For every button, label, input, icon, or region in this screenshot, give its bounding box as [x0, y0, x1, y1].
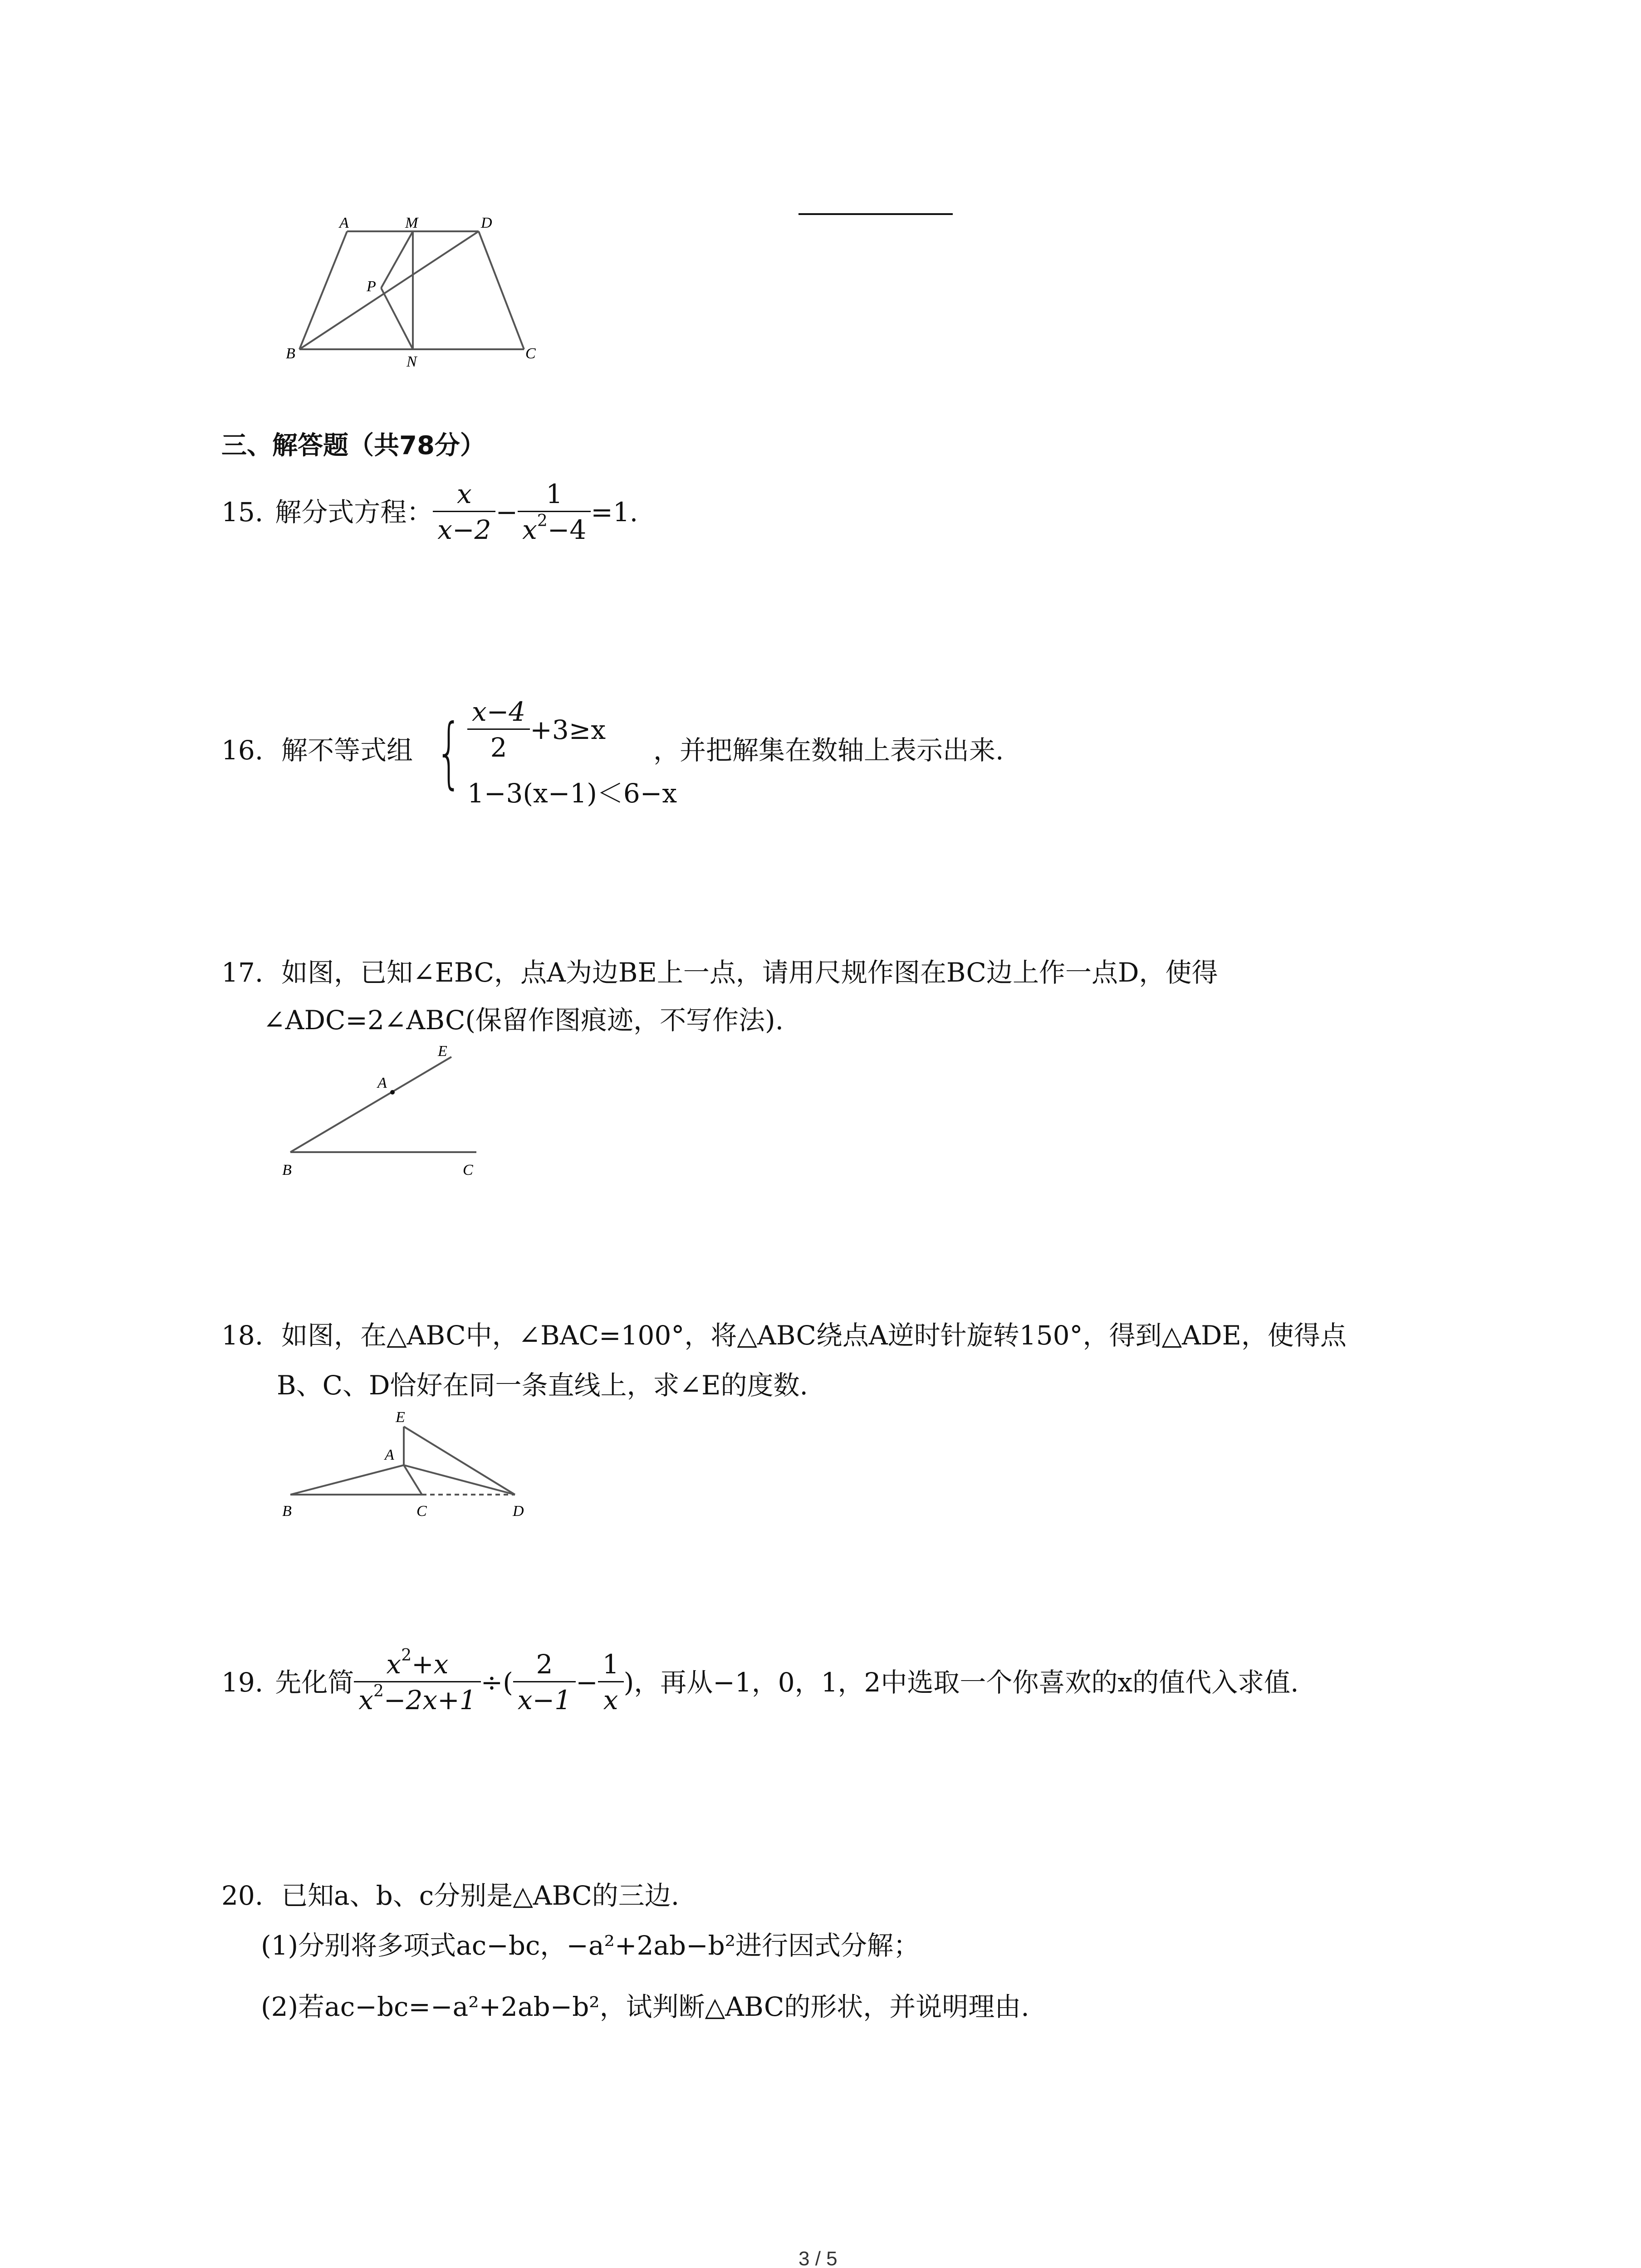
- q19-f1-den-base: x: [358, 1685, 373, 1716]
- q19-f1-num-base: x: [386, 1649, 402, 1680]
- q15-f2-numerator: 1: [518, 481, 591, 512]
- label-B: B: [286, 345, 295, 362]
- q15-f2-den-rest: −4: [547, 514, 587, 545]
- answer-blank: [798, 213, 953, 215]
- q17-line-1: 如图，已知∠EBC，点A为边BE上一点，请用尺规作图在BC边上作一点D，使得: [281, 957, 1218, 988]
- label-A: A: [339, 215, 349, 231]
- q19-f2-denominator: x−1: [517, 1685, 572, 1716]
- label-E: E: [396, 1409, 405, 1426]
- q15-text: 解分式方程：: [275, 496, 433, 528]
- label-N: N: [407, 353, 417, 370]
- q19-f1-den-sup: 2: [373, 1682, 384, 1701]
- q20-line-2: (1)分别将多项式ac−bc，−a²+2ab−b²进行因式分解；: [261, 1930, 920, 1961]
- q18-number: 18.: [221, 1320, 264, 1351]
- q19-f2-numerator: 2: [513, 1651, 576, 1682]
- label-A: A: [385, 1447, 394, 1463]
- q18-rotation-figure: [272, 1397, 544, 1529]
- q19-divide: ÷(: [480, 1667, 513, 1698]
- q16-number: 16.: [221, 735, 264, 766]
- q16-ineq1-rest: +3≥x: [530, 714, 606, 745]
- q16-inequality-2: 1−3(x−1)＜6−x: [467, 778, 677, 809]
- q19-f1-num-rest: +x: [411, 1649, 449, 1680]
- q16-f-numerator: x−4: [467, 699, 530, 730]
- q16-tail: ，并把解集在数轴上表示出来.: [653, 735, 1004, 766]
- q16-inequality-1: [467, 696, 606, 763]
- q16-fraction: [467, 696, 530, 763]
- q19-tail: )，再从−1，0，1，2中选取一个你喜欢的x的值代入求值.: [623, 1667, 1299, 1698]
- label-M: M: [405, 215, 418, 231]
- q16-text: 解不等式组: [281, 735, 413, 766]
- label-C: C: [525, 345, 536, 362]
- q20-line-3: (2)若ac−bc=−a²+2ab−b²，试判断△ABC的形状，并说明理由.: [261, 1991, 1029, 2022]
- label-B: B: [282, 1503, 292, 1520]
- q19-f3-denominator: x: [603, 1685, 618, 1716]
- q19-fraction-1: [354, 1646, 480, 1716]
- q20-number: 20.: [221, 1880, 264, 1911]
- q17-angle-figure: [272, 1039, 499, 1184]
- q18-line-1: 如图，在△ABC中，∠BAC=100°，将△ABC绕点A逆时针旋转150°，得到△ADE，使得点: [281, 1320, 1347, 1351]
- label-C: C: [416, 1503, 427, 1520]
- q15-minus: −: [495, 496, 518, 528]
- q15-f2-den-base: x: [522, 514, 537, 545]
- q15-number: 15.: [221, 496, 264, 528]
- page-number: 3 / 5: [798, 2248, 838, 2268]
- q19-fraction-2: [513, 1649, 576, 1716]
- q16-f-denominator: 2: [490, 732, 507, 763]
- label-A: A: [377, 1075, 387, 1091]
- q19-f3-numerator: 1: [598, 1651, 624, 1682]
- q17-number: 17.: [221, 957, 264, 988]
- question-19: [221, 1646, 1299, 1716]
- label-D: D: [481, 215, 492, 231]
- label-C: C: [463, 1162, 473, 1178]
- label-E: E: [438, 1043, 447, 1060]
- q17-line-2: ∠ADC=2∠ABC(保留作图痕迹，不写作法).: [263, 1005, 784, 1036]
- question-15: [221, 481, 638, 543]
- q20-line-1: 已知a、b、c分别是△ABC的三边.: [281, 1880, 680, 1911]
- label-D: D: [513, 1503, 524, 1520]
- q15-f2-den-sup: 2: [537, 512, 548, 530]
- section-title: 三、解答题（共78分）: [221, 431, 485, 460]
- q19-minus: −: [576, 1667, 598, 1698]
- q19-f1-denominator: [354, 1682, 480, 1716]
- q15-fraction-2: [518, 481, 591, 543]
- q19-f1-numerator: [354, 1646, 480, 1682]
- q18-line-2: B、C、D恰好在同一条直线上，求∠E的度数.: [277, 1370, 808, 1401]
- q15-fraction-1: [433, 481, 495, 543]
- q15-f1-denominator: x−2: [437, 514, 491, 545]
- label-B: B: [282, 1162, 292, 1178]
- q15-tail: =1.: [591, 496, 638, 528]
- trapezoid-figure: [272, 213, 554, 376]
- label-P: P: [367, 278, 376, 295]
- q19-f1-den-rest: −2x+1: [383, 1685, 476, 1716]
- q19-f1-num-sup: 2: [401, 1646, 412, 1665]
- q19-number: 19.: [221, 1667, 264, 1698]
- q15-f2-denominator: [518, 512, 591, 543]
- q15-f1-numerator: x: [433, 481, 495, 512]
- q19-text: 先化简: [275, 1667, 354, 1698]
- q16-brace: {: [436, 708, 463, 797]
- q19-fraction-3: [598, 1649, 624, 1716]
